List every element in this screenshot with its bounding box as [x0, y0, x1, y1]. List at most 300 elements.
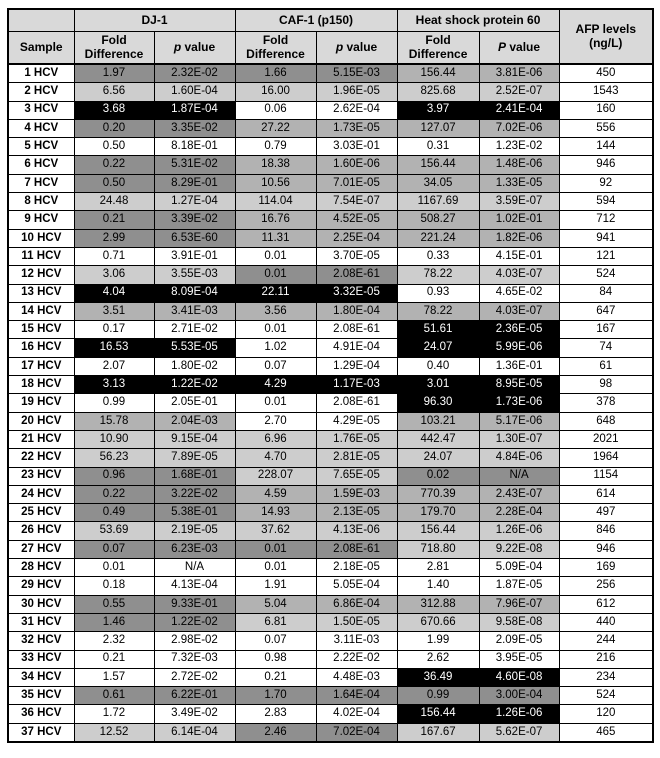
hsp60-p-value-cell: 9.22E-08	[479, 540, 559, 558]
caf1-p-value-cell: 7.02E-04	[316, 723, 397, 742]
afp-cell: 648	[559, 412, 653, 430]
hsp60-p-value-cell: 1.26E-06	[479, 522, 559, 540]
sample-cell: 25 HCV	[8, 504, 74, 522]
dj1-p-value-cell: 1.60E-04	[154, 83, 235, 101]
dj1-fold-difference-cell: 2.32	[74, 632, 154, 650]
afp-cell: 169	[559, 559, 653, 577]
hsp60-fold-difference-cell: 1167.69	[397, 193, 479, 211]
caf1-p-value-cell: 2.18E-05	[316, 559, 397, 577]
hsp60-fold-difference-cell: 156.44	[397, 64, 479, 83]
sample-cell: 2 HCV	[8, 83, 74, 101]
dj1-fold-difference-cell: 0.01	[74, 559, 154, 577]
caf1-p-value-cell: 3.70E-05	[316, 247, 397, 265]
sub-header-row	[8, 32, 653, 65]
dj1-p-value-cell: 2.05E-01	[154, 394, 235, 412]
hsp60-fold-difference-cell: 0.93	[397, 284, 479, 302]
caf1-p-value-cell: 2.62E-04	[316, 101, 397, 119]
dj1-p-value-cell: 4.13E-04	[154, 577, 235, 595]
table-row	[8, 522, 653, 540]
caf1-p-value-cell: 2.81E-05	[316, 449, 397, 467]
caf1-fold-difference-cell: 10.56	[235, 174, 316, 192]
dj1-fold-difference-cell: 0.20	[74, 119, 154, 137]
table-row	[8, 430, 653, 448]
hsp60-p-value-cell: 7.02E-06	[479, 119, 559, 137]
dj1-p-value-cell: 6.53E-60	[154, 229, 235, 247]
dj1-fold-difference-cell: 3.13	[74, 376, 154, 394]
dj1-fold-difference-cell: 0.61	[74, 687, 154, 705]
sample-cell: 9 HCV	[8, 211, 74, 229]
col-header-sample: Sample	[8, 32, 74, 65]
afp-cell: 946	[559, 540, 653, 558]
caf1-p-value-cell: 4.52E-05	[316, 211, 397, 229]
table-row	[8, 632, 653, 650]
caf1-p-value-cell: 1.29E-04	[316, 357, 397, 375]
caf1-fold-difference-cell: 4.59	[235, 485, 316, 503]
afp-cell: 614	[559, 485, 653, 503]
hsp60-p-value-cell: 1.33E-05	[479, 174, 559, 192]
hsp60-fold-difference-cell: 51.61	[397, 321, 479, 339]
group-header-dj1: DJ-1	[74, 9, 235, 32]
dj1-p-value-cell: 5.53E-05	[154, 339, 235, 357]
table-row	[8, 321, 653, 339]
table-row	[8, 485, 653, 503]
afp-cell: 2021	[559, 430, 653, 448]
hsp60-fold-difference-cell: 34.05	[397, 174, 479, 192]
sample-cell: 23 HCV	[8, 467, 74, 485]
hsp60-p-value-cell: 8.95E-05	[479, 376, 559, 394]
caf1-p-value-cell: 1.96E-05	[316, 83, 397, 101]
dj1-p-value-cell: 7.89E-05	[154, 449, 235, 467]
hsp60-p-value-cell: 2.28E-04	[479, 504, 559, 522]
hsp60-p-value-cell: 9.58E-08	[479, 613, 559, 631]
table-row	[8, 705, 653, 723]
group-header-caf1: CAF-1 (p150)	[235, 9, 397, 32]
dj1-fold-difference-cell: 56.23	[74, 449, 154, 467]
hsp60-p-value-cell: 2.09E-05	[479, 632, 559, 650]
caf1-fold-difference-cell: 228.07	[235, 467, 316, 485]
caf1-p-value-cell: 2.13E-05	[316, 504, 397, 522]
afp-cell: 712	[559, 211, 653, 229]
caf1-p-value-cell: 2.08E-61	[316, 321, 397, 339]
dj1-fold-difference-cell: 53.69	[74, 522, 154, 540]
dj1-fold-difference-cell: 16.53	[74, 339, 154, 357]
hsp60-p-value-cell: 4.03E-07	[479, 302, 559, 320]
caf1-p-value-cell: 1.64E-04	[316, 687, 397, 705]
caf1-fold-difference-cell: 18.38	[235, 156, 316, 174]
dj1-p-value-cell: 2.72E-02	[154, 668, 235, 686]
afp-cell: 846	[559, 522, 653, 540]
dj1-p-value-cell: 6.23E-03	[154, 540, 235, 558]
afp-cell: 121	[559, 247, 653, 265]
hsp60-p-value-cell: 3.00E-04	[479, 687, 559, 705]
caf1-fold-difference-cell: 1.02	[235, 339, 316, 357]
caf1-fold-difference-cell: 6.96	[235, 430, 316, 448]
caf1-p-value-cell: 3.11E-03	[316, 632, 397, 650]
hsp60-p-value-cell: 4.03E-07	[479, 266, 559, 284]
dj1-p-value-cell: 1.27E-04	[154, 193, 235, 211]
dj1-fold-difference-cell: 0.99	[74, 394, 154, 412]
sample-cell: 5 HCV	[8, 138, 74, 156]
caf1-p-value-cell: 1.60E-06	[316, 156, 397, 174]
caf1-fold-difference-cell: 0.01	[235, 540, 316, 558]
hsp60-p-value-cell: 4.15E-01	[479, 247, 559, 265]
hsp60-fold-difference-cell: 24.07	[397, 449, 479, 467]
hsp60-p-value-cell: 1.82E-06	[479, 229, 559, 247]
col-header-hsp60-fold: Fold Difference	[397, 32, 479, 65]
caf1-fold-difference-cell: 0.21	[235, 668, 316, 686]
hsp60-fold-difference-cell: 1.40	[397, 577, 479, 595]
sample-cell: 15 HCV	[8, 321, 74, 339]
hsp60-p-value-cell: 1.73E-06	[479, 394, 559, 412]
caf1-fold-difference-cell: 27.22	[235, 119, 316, 137]
caf1-p-value-cell: 3.32E-05	[316, 284, 397, 302]
caf1-p-value-cell: 1.59E-03	[316, 485, 397, 503]
dj1-p-value-cell: 5.38E-01	[154, 504, 235, 522]
hsp60-p-value-cell: 3.95E-05	[479, 650, 559, 668]
afp-cell: 234	[559, 668, 653, 686]
sample-cell: 37 HCV	[8, 723, 74, 742]
table-row	[8, 376, 653, 394]
caf1-p-value-cell: 5.15E-03	[316, 64, 397, 83]
sample-cell: 32 HCV	[8, 632, 74, 650]
table-row	[8, 302, 653, 320]
hsp60-p-value-cell: 4.65E-02	[479, 284, 559, 302]
caf1-fold-difference-cell: 14.93	[235, 504, 316, 522]
afp-cell: 440	[559, 613, 653, 631]
table-row	[8, 266, 653, 284]
sample-cell: 20 HCV	[8, 412, 74, 430]
table-row	[8, 650, 653, 668]
caf1-p-value-cell: 2.08E-61	[316, 540, 397, 558]
hsp60-p-value-cell: 4.60E-08	[479, 668, 559, 686]
table-row	[8, 156, 653, 174]
table-row	[8, 504, 653, 522]
sample-cell: 14 HCV	[8, 302, 74, 320]
hsp60-p-value-cell: 5.17E-06	[479, 412, 559, 430]
caf1-fold-difference-cell: 16.76	[235, 211, 316, 229]
hsp60-fold-difference-cell: 103.21	[397, 412, 479, 430]
col-header-caf1-pvalue	[316, 32, 397, 65]
dj1-p-value-cell: 8.29E-01	[154, 174, 235, 192]
sample-cell: 33 HCV	[8, 650, 74, 668]
hsp60-fold-difference-cell: 2.62	[397, 650, 479, 668]
caf1-p-value-cell: 5.05E-04	[316, 577, 397, 595]
caf1-fold-difference-cell: 2.46	[235, 723, 316, 742]
dj1-p-value-cell: 3.49E-02	[154, 705, 235, 723]
hsp60-fold-difference-cell: 221.24	[397, 229, 479, 247]
table-row	[8, 613, 653, 631]
caf1-p-value-cell: 1.50E-05	[316, 613, 397, 631]
afp-cell: 167	[559, 321, 653, 339]
sample-cell: 18 HCV	[8, 376, 74, 394]
sample-cell: 6 HCV	[8, 156, 74, 174]
caf1-fold-difference-cell: 0.01	[235, 247, 316, 265]
hsp60-fold-difference-cell: 156.44	[397, 705, 479, 723]
col-header-dj1-fold: Fold Difference	[74, 32, 154, 65]
dj1-fold-difference-cell: 4.04	[74, 284, 154, 302]
dj1-p-value-cell: 2.04E-03	[154, 412, 235, 430]
dj1-p-value-cell: 2.98E-02	[154, 632, 235, 650]
dj1-fold-difference-cell: 1.97	[74, 64, 154, 83]
group-header-row	[8, 9, 653, 32]
table-row	[8, 577, 653, 595]
hsp60-p-value-cell: 5.09E-04	[479, 559, 559, 577]
dj1-fold-difference-cell: 6.56	[74, 83, 154, 101]
hsp60-fold-difference-cell: 179.70	[397, 504, 479, 522]
caf1-fold-difference-cell: 11.31	[235, 229, 316, 247]
sample-cell: 36 HCV	[8, 705, 74, 723]
dj1-fold-difference-cell: 0.96	[74, 467, 154, 485]
hsp60-fold-difference-cell: 0.02	[397, 467, 479, 485]
caf1-p-value-cell: 6.86E-04	[316, 595, 397, 613]
dj1-fold-difference-cell: 0.21	[74, 650, 154, 668]
hsp60-fold-difference-cell: 0.40	[397, 357, 479, 375]
table-row	[8, 595, 653, 613]
table-row	[8, 668, 653, 686]
sample-cell: 29 HCV	[8, 577, 74, 595]
caf1-p-value-cell: 1.73E-05	[316, 119, 397, 137]
caf1-fold-difference-cell: 2.83	[235, 705, 316, 723]
table-row	[8, 174, 653, 192]
dj1-fold-difference-cell: 0.22	[74, 156, 154, 174]
table-row	[8, 211, 653, 229]
dj1-fold-difference-cell: 0.50	[74, 174, 154, 192]
dj1-p-value-cell: 1.22E-02	[154, 613, 235, 631]
hsp60-fold-difference-cell: 3.01	[397, 376, 479, 394]
hsp60-p-value-cell: 1.02E-01	[479, 211, 559, 229]
caf1-p-value-cell: 2.08E-61	[316, 266, 397, 284]
dj1-p-value-cell: 9.15E-04	[154, 430, 235, 448]
hsp60-p-value-cell: 3.81E-06	[479, 64, 559, 83]
caf1-p-value-cell: 4.29E-05	[316, 412, 397, 430]
afp-cell: 160	[559, 101, 653, 119]
hsp60-p-value-cell: 1.87E-05	[479, 577, 559, 595]
caf1-fold-difference-cell: 6.81	[235, 613, 316, 631]
afp-cell: 61	[559, 357, 653, 375]
caf1-fold-difference-cell: 1.66	[235, 64, 316, 83]
table-row	[8, 119, 653, 137]
sample-cell: 3 HCV	[8, 101, 74, 119]
table-row	[8, 64, 653, 83]
caf1-p-value-cell: 4.02E-04	[316, 705, 397, 723]
caf1-p-value-cell: 7.65E-05	[316, 467, 397, 485]
afp-cell: 74	[559, 339, 653, 357]
hsp60-fold-difference-cell: 825.68	[397, 83, 479, 101]
col-header-dj1-pvalue	[154, 32, 235, 65]
afp-cell: 497	[559, 504, 653, 522]
p-value-label: p value	[173, 39, 216, 54]
hsp60-fold-difference-cell: 36.49	[397, 668, 479, 686]
corner-cell	[8, 9, 74, 32]
caf1-fold-difference-cell: 0.01	[235, 266, 316, 284]
p-value-label: P value	[498, 39, 541, 54]
dj1-fold-difference-cell: 0.21	[74, 211, 154, 229]
afp-cell: 946	[559, 156, 653, 174]
caf1-p-value-cell: 7.54E-07	[316, 193, 397, 211]
hsp60-p-value-cell: 5.99E-06	[479, 339, 559, 357]
table-row	[8, 559, 653, 577]
caf1-fold-difference-cell: 0.07	[235, 632, 316, 650]
dj1-fold-difference-cell: 2.99	[74, 229, 154, 247]
caf1-fold-difference-cell: 0.01	[235, 559, 316, 577]
sample-cell: 13 HCV	[8, 284, 74, 302]
sample-cell: 17 HCV	[8, 357, 74, 375]
hsp60-fold-difference-cell: 312.88	[397, 595, 479, 613]
afp-cell: 92	[559, 174, 653, 192]
hsp60-fold-difference-cell: 718.80	[397, 540, 479, 558]
hsp60-fold-difference-cell: 167.67	[397, 723, 479, 742]
hsp60-fold-difference-cell: 770.39	[397, 485, 479, 503]
dj1-fold-difference-cell: 0.18	[74, 577, 154, 595]
afp-cell: 465	[559, 723, 653, 742]
hsp60-p-value-cell: 5.62E-07	[479, 723, 559, 742]
afp-cell: 594	[559, 193, 653, 211]
afp-cell: 450	[559, 64, 653, 83]
dj1-fold-difference-cell: 0.17	[74, 321, 154, 339]
dj1-p-value-cell: 3.91E-01	[154, 247, 235, 265]
dj1-p-value-cell: 5.31E-02	[154, 156, 235, 174]
hsp60-fold-difference-cell: 78.22	[397, 266, 479, 284]
dj1-p-value-cell: 8.09E-04	[154, 284, 235, 302]
dj1-p-value-cell: 3.39E-02	[154, 211, 235, 229]
sample-cell: 22 HCV	[8, 449, 74, 467]
dj1-p-value-cell: N/A	[154, 559, 235, 577]
sample-cell: 12 HCV	[8, 266, 74, 284]
dj1-fold-difference-cell: 0.07	[74, 540, 154, 558]
caf1-fold-difference-cell: 1.70	[235, 687, 316, 705]
table-row	[8, 193, 653, 211]
caf1-fold-difference-cell: 0.07	[235, 357, 316, 375]
table-row	[8, 83, 653, 101]
sample-cell: 21 HCV	[8, 430, 74, 448]
sample-cell: 16 HCV	[8, 339, 74, 357]
caf1-p-value-cell: 4.48E-03	[316, 668, 397, 686]
sample-cell: 27 HCV	[8, 540, 74, 558]
sample-cell: 1 HCV	[8, 64, 74, 83]
dj1-fold-difference-cell: 0.22	[74, 485, 154, 503]
hsp60-fold-difference-cell: 0.31	[397, 138, 479, 156]
table-row	[8, 101, 653, 119]
caf1-fold-difference-cell: 22.11	[235, 284, 316, 302]
caf1-p-value-cell: 2.25E-04	[316, 229, 397, 247]
afp-cell: 647	[559, 302, 653, 320]
sample-cell: 8 HCV	[8, 193, 74, 211]
caf1-p-value-cell: 4.91E-04	[316, 339, 397, 357]
hsp60-fold-difference-cell: 0.33	[397, 247, 479, 265]
caf1-fold-difference-cell: 4.29	[235, 376, 316, 394]
table-row	[8, 357, 653, 375]
table-row	[8, 723, 653, 742]
afp-cell: 244	[559, 632, 653, 650]
hsp60-p-value-cell: 1.30E-07	[479, 430, 559, 448]
hsp60-fold-difference-cell: 78.22	[397, 302, 479, 320]
dj1-p-value-cell: 3.41E-03	[154, 302, 235, 320]
afp-cell: 378	[559, 394, 653, 412]
hsp60-p-value-cell: 4.84E-06	[479, 449, 559, 467]
dj1-fold-difference-cell: 0.50	[74, 138, 154, 156]
dj1-fold-difference-cell: 12.52	[74, 723, 154, 742]
table-body	[8, 64, 653, 742]
hsp60-fold-difference-cell: 2.81	[397, 559, 479, 577]
afp-cell: 556	[559, 119, 653, 137]
sample-cell: 34 HCV	[8, 668, 74, 686]
table-row	[8, 412, 653, 430]
dj1-p-value-cell: 1.80E-02	[154, 357, 235, 375]
dj1-p-value-cell: 1.68E-01	[154, 467, 235, 485]
dj1-fold-difference-cell: 3.51	[74, 302, 154, 320]
hsp60-p-value-cell: 1.36E-01	[479, 357, 559, 375]
afp-cell: 120	[559, 705, 653, 723]
caf1-fold-difference-cell: 0.06	[235, 101, 316, 119]
p-value-label: p value	[335, 39, 378, 54]
col-header-caf1-fold: Fold Difference	[235, 32, 316, 65]
hsp60-fold-difference-cell: 3.97	[397, 101, 479, 119]
dj1-fold-difference-cell: 24.48	[74, 193, 154, 211]
dj1-p-value-cell: 2.71E-02	[154, 321, 235, 339]
caf1-p-value-cell: 2.08E-61	[316, 394, 397, 412]
dj1-fold-difference-cell: 0.71	[74, 247, 154, 265]
group-header-afp: AFP levels (ng/L)	[559, 9, 653, 64]
group-header-hsp60: Heat shock protein 60	[397, 9, 559, 32]
dj1-fold-difference-cell: 0.49	[74, 504, 154, 522]
dj1-fold-difference-cell: 15.78	[74, 412, 154, 430]
afp-cell: 84	[559, 284, 653, 302]
afp-cell: 612	[559, 595, 653, 613]
sample-cell: 11 HCV	[8, 247, 74, 265]
hsp60-p-value-cell: 1.23E-02	[479, 138, 559, 156]
caf1-p-value-cell: 7.01E-05	[316, 174, 397, 192]
afp-cell: 1154	[559, 467, 653, 485]
hsp60-p-value-cell: N/A	[479, 467, 559, 485]
sample-cell: 19 HCV	[8, 394, 74, 412]
sample-cell: 26 HCV	[8, 522, 74, 540]
afp-cell: 1543	[559, 83, 653, 101]
afp-cell: 941	[559, 229, 653, 247]
sample-cell: 35 HCV	[8, 687, 74, 705]
hsp60-p-value-cell: 2.36E-05	[479, 321, 559, 339]
afp-cell: 98	[559, 376, 653, 394]
dj1-p-value-cell: 2.32E-02	[154, 64, 235, 83]
hsp60-fold-difference-cell: 1.99	[397, 632, 479, 650]
hsp60-p-value-cell: 3.59E-07	[479, 193, 559, 211]
hsp60-p-value-cell: 2.41E-04	[479, 101, 559, 119]
hsp60-fold-difference-cell: 0.99	[397, 687, 479, 705]
dj1-p-value-cell: 2.19E-05	[154, 522, 235, 540]
hcv-biomarker-table	[7, 8, 654, 743]
table-row	[8, 540, 653, 558]
afp-cell: 1964	[559, 449, 653, 467]
caf1-fold-difference-cell: 4.70	[235, 449, 316, 467]
hsp60-fold-difference-cell: 156.44	[397, 156, 479, 174]
sample-cell: 24 HCV	[8, 485, 74, 503]
afp-cell: 524	[559, 266, 653, 284]
hsp60-p-value-cell: 2.52E-07	[479, 83, 559, 101]
caf1-p-value-cell: 1.76E-05	[316, 430, 397, 448]
table-row	[8, 284, 653, 302]
dj1-fold-difference-cell: 1.72	[74, 705, 154, 723]
hsp60-fold-difference-cell: 508.27	[397, 211, 479, 229]
dj1-fold-difference-cell: 3.68	[74, 101, 154, 119]
hsp60-fold-difference-cell: 24.07	[397, 339, 479, 357]
caf1-fold-difference-cell: 37.62	[235, 522, 316, 540]
table-row	[8, 229, 653, 247]
hsp60-fold-difference-cell: 156.44	[397, 522, 479, 540]
caf1-p-value-cell: 3.03E-01	[316, 138, 397, 156]
dj1-fold-difference-cell: 1.57	[74, 668, 154, 686]
caf1-fold-difference-cell: 5.04	[235, 595, 316, 613]
caf1-fold-difference-cell: 1.91	[235, 577, 316, 595]
sample-cell: 30 HCV	[8, 595, 74, 613]
